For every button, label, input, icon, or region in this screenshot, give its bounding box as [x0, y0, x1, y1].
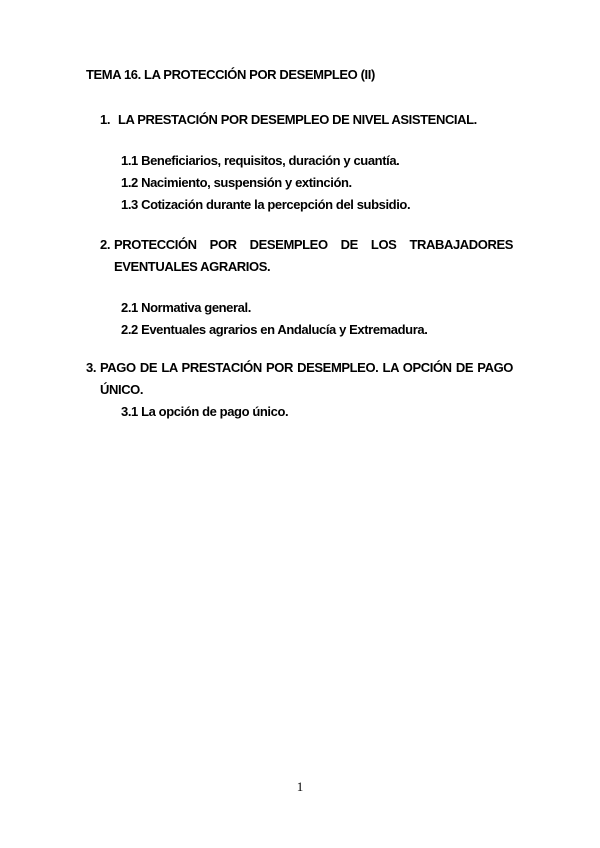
subitem-2-1: 2.1 Normativa general.: [121, 300, 251, 315]
section-3: [86, 357, 513, 423]
document-content: [86, 64, 513, 423]
page-number: 1: [296, 779, 304, 794]
section-1-heading-text: [118, 109, 513, 131]
subitem-1-1: 1.1 Beneficiarios, requisitos, duración y cuantía.: [121, 153, 400, 168]
section-3-heading-text: [100, 357, 513, 401]
section-3-heading: [86, 357, 513, 401]
section-2-heading-text: [114, 234, 513, 278]
section-2: [86, 234, 513, 341]
section-1: [86, 109, 513, 216]
section-1-number: 1.: [100, 112, 111, 127]
section-1-subitems: [121, 150, 513, 216]
section-3-subitems: [121, 401, 513, 423]
subitem-2-2: 2.2 Eventuales agrarios en Andalucía y Extremadura.: [121, 322, 428, 337]
section-3-heading-line-2: ÚNICO.: [100, 382, 144, 397]
document-title: TEMA 16. LA PROTECCIÓN POR DESEMPLEO (II): [86, 67, 375, 82]
section-2-subitems: [121, 297, 513, 341]
section-2-heading-line-1: PROTECCIÓN POR DESEMPLEO DE LOS TRABAJADORES: [114, 237, 513, 252]
section-2-number: 2.: [100, 237, 111, 252]
subitem-1-2: 1.2 Nacimiento, suspensión y extinción.: [121, 175, 352, 190]
section-2-heading: [100, 234, 513, 278]
section-1-heading: [100, 109, 513, 131]
section-3-heading-line-1: PAGO DE LA PRESTACIÓN POR DESEMPLEO. LA OPCIÓN DE PAGO: [100, 360, 513, 375]
section-2-heading-line-2: EVENTUALES AGRARIOS.: [114, 259, 271, 274]
section-3-number: 3.: [86, 360, 97, 375]
subitem-3-1: 3.1 La opción de pago único.: [121, 404, 289, 419]
section-1-heading-line: LA PRESTACIÓN POR DESEMPLEO DE NIVEL ASISTENCIAL.: [118, 112, 477, 127]
subitem-1-3: 1.3 Cotización durante la percepción del subsidio.: [121, 197, 411, 212]
